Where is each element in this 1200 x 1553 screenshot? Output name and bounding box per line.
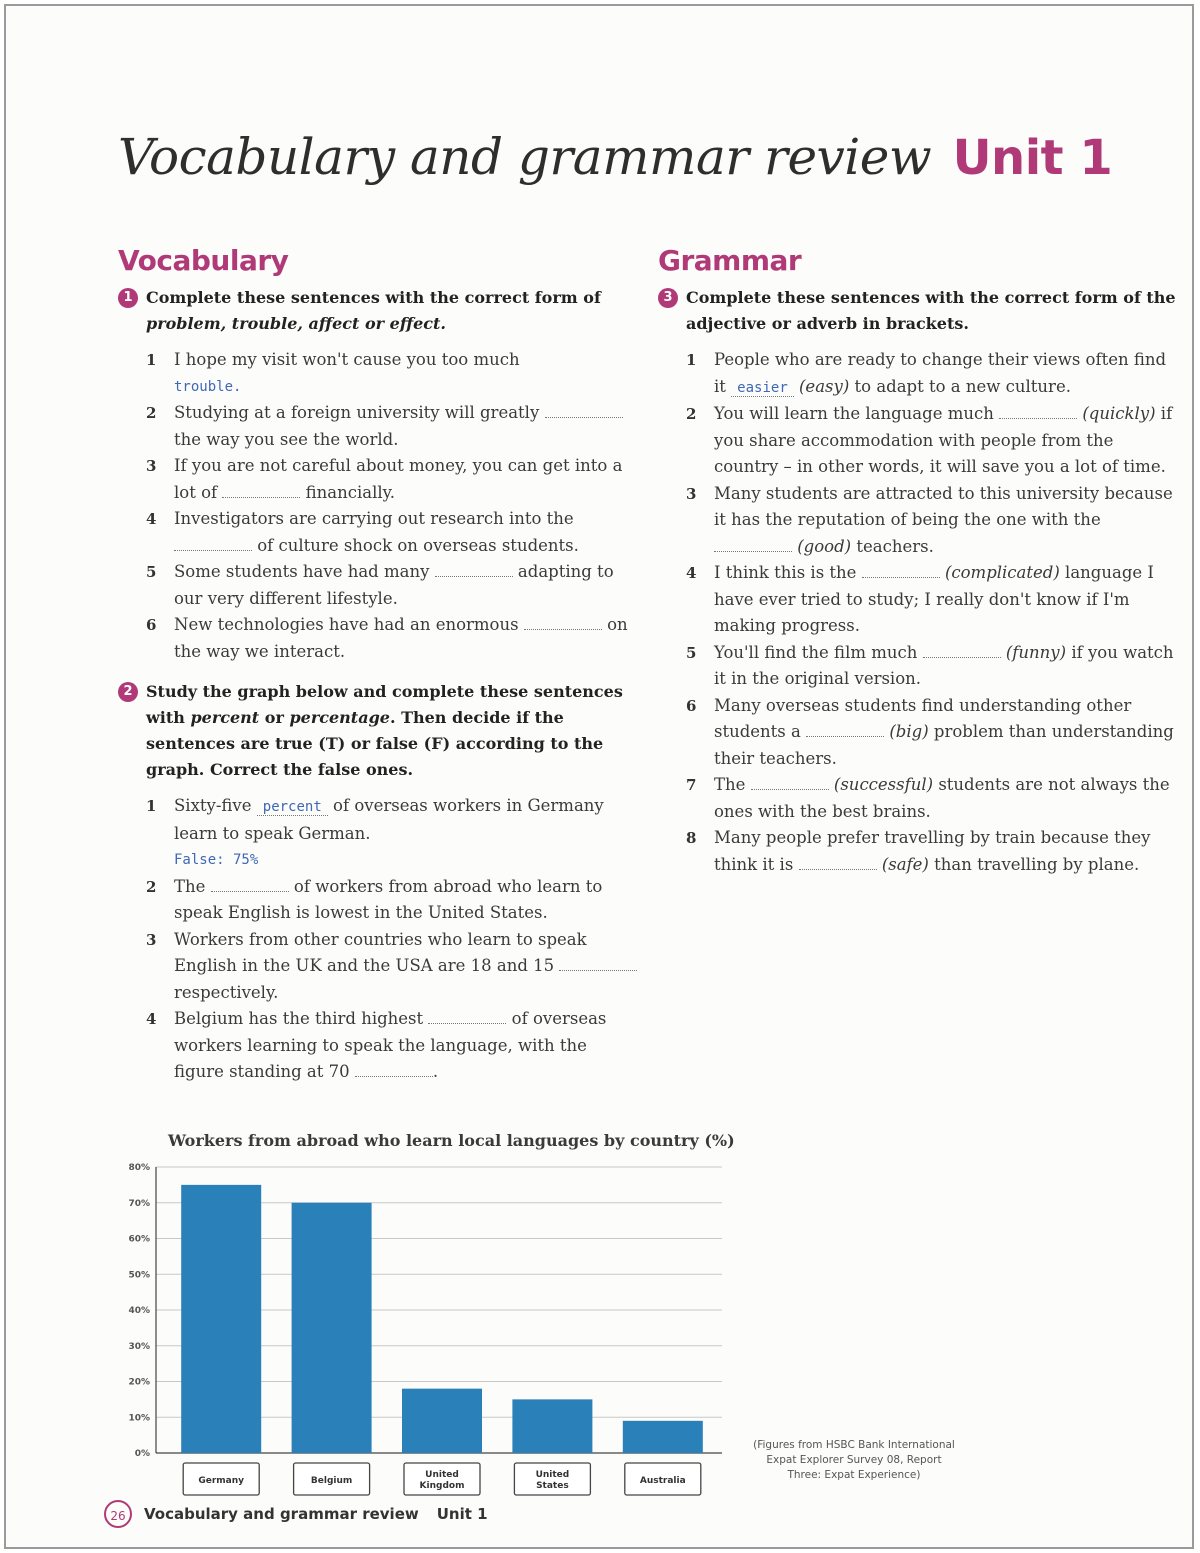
item-number: 4 — [686, 564, 697, 582]
item-text: If you are not careful about money, you can get into a lot of — [174, 456, 623, 502]
answer-blank[interactable] — [923, 643, 1001, 658]
list-item — [686, 560, 1178, 640]
answer-blank[interactable] — [751, 775, 829, 790]
exercise-3-number: 3 — [658, 288, 678, 308]
item-text: Many overseas students find understanding other students a — [714, 695, 1132, 741]
item-number: 1 — [686, 351, 697, 369]
bracket-word: (big) — [889, 722, 929, 741]
exercise-2-number: 2 — [118, 682, 138, 702]
item-text-after: teachers. — [856, 536, 934, 556]
bracket-word: (complicated) — [944, 563, 1060, 582]
answer-blank[interactable] — [799, 855, 877, 870]
answer-blank[interactable] — [714, 537, 792, 552]
y-tick-label: 60% — [128, 1234, 150, 1245]
y-tick-label: 70% — [128, 1198, 150, 1209]
item-number: 4 — [146, 510, 157, 528]
y-tick-label: 20% — [128, 1377, 150, 1388]
chart-bar — [512, 1399, 592, 1453]
bar-chart — [110, 1155, 730, 1503]
instruction-word: percent — [190, 708, 260, 727]
chart-bar — [623, 1421, 703, 1453]
item-text-after: financially. — [305, 482, 396, 502]
exercise-1-list — [118, 347, 638, 665]
item-text-after: language I have ever tried to study; I really don't know if I'm making progress. — [714, 563, 1154, 635]
y-tick-label: 0% — [134, 1449, 150, 1459]
answer-blank[interactable] — [211, 877, 289, 892]
item-number: 2 — [686, 405, 697, 423]
item-text: Many people prefer travelling by train because they think it is — [714, 828, 1151, 874]
source-line: Three: Expat Experience) — [787, 1469, 921, 1481]
answer-blank[interactable] — [524, 615, 602, 630]
source-line: (Figures from HSBC Bank International — [753, 1439, 955, 1451]
exercise-2-instruction — [118, 679, 638, 783]
answer-blank[interactable] — [806, 722, 884, 737]
x-tick-label: Germany — [198, 1476, 245, 1486]
list-item — [686, 772, 1178, 825]
list-item — [146, 400, 638, 453]
list-item — [146, 506, 638, 559]
instruction-text: Study the graph below and complete these sentences with — [146, 682, 623, 727]
item-text-after: the way you see the world. — [174, 429, 399, 449]
item-text: I hope my visit won't cause you too much — [174, 350, 520, 369]
title-main: Vocabulary and grammar review — [118, 128, 932, 186]
item-text-after: if you share accommodation with people from the country – in other words, it will save you a lot of time. — [714, 404, 1173, 476]
exercise-3-instruction — [658, 285, 1178, 337]
handwritten-answer[interactable]: easier — [731, 380, 794, 397]
x-tick-label: United — [425, 1470, 459, 1480]
item-number: 2 — [146, 877, 157, 896]
list-item — [686, 640, 1178, 693]
chart-bar — [292, 1203, 372, 1453]
handwritten-answer[interactable]: percent — [257, 799, 328, 816]
list-item — [146, 1006, 638, 1086]
source-note — [734, 1438, 974, 1483]
y-tick-label: 80% — [128, 1163, 150, 1173]
answer-blank[interactable] — [222, 483, 300, 498]
x-tick-label: States — [536, 1481, 569, 1491]
exercise-2-list — [118, 793, 638, 1086]
item-end: . — [432, 1062, 439, 1081]
item-text: Investigators are carrying out research into the — [174, 509, 574, 528]
x-tick-label: Belgium — [310, 1476, 353, 1486]
item-text-after: adapting to our very different lifestyle. — [174, 562, 614, 608]
list-item — [146, 927, 638, 1007]
item-number: 5 — [686, 643, 697, 662]
item-number: 3 — [146, 930, 157, 949]
vocabulary-column — [118, 244, 638, 1100]
page-footer — [104, 1500, 488, 1528]
item-text: You'll find the film much — [714, 642, 918, 662]
y-tick-label: 40% — [128, 1306, 150, 1316]
item-number: 1 — [146, 797, 157, 815]
item-text: I think this is the — [714, 563, 857, 582]
item-text-after: if you watch it in the original version. — [714, 642, 1174, 688]
list-item — [686, 481, 1178, 561]
exercise-1-instruction — [118, 285, 638, 337]
item-number: 6 — [146, 616, 157, 634]
item-number: 7 — [686, 776, 697, 794]
list-item — [686, 825, 1178, 878]
chart-bar — [402, 1389, 482, 1453]
item-number: 4 — [146, 1010, 157, 1028]
list-item — [146, 874, 638, 927]
item-number: 3 — [686, 484, 697, 503]
footer-unit: Unit 1 — [436, 1505, 488, 1523]
item-number: 1 — [146, 351, 157, 369]
bracket-word: (safe) — [881, 854, 929, 874]
list-item — [146, 793, 638, 874]
item-text: People who are ready to change their views often find it — [714, 350, 1167, 396]
list-item — [146, 347, 638, 400]
item-text: Studying at a foreign university will greatly — [174, 403, 540, 422]
bracket-word: (funny) — [1005, 642, 1067, 662]
list-item — [686, 401, 1178, 481]
item-text-after: students are not always the ones with the best brains. — [714, 775, 1170, 821]
grammar-heading: Grammar — [658, 244, 802, 277]
answer-blank[interactable] — [435, 562, 513, 577]
item-text-after: to adapt to a new culture. — [854, 376, 1071, 396]
exercise-3-list — [658, 347, 1178, 878]
answer-text: trouble — [174, 378, 234, 395]
item-number: 2 — [146, 404, 157, 422]
x-tick-label: Australia — [639, 1476, 686, 1486]
item-text: Many students are attracted to this university because it has the reputation of being the one with the — [714, 483, 1173, 529]
item-text: Sixty-five — [174, 796, 252, 815]
page-number: 26 — [104, 1500, 132, 1528]
answer-blank[interactable] — [428, 1009, 506, 1024]
x-tick-label: United — [535, 1470, 570, 1480]
page-title — [118, 128, 1112, 186]
handwritten-note: False: 75% — [174, 852, 259, 868]
item-text-after: of workers from abroad who learn to speak English is lowest in the United States. — [174, 876, 603, 922]
list-item — [146, 559, 638, 612]
item-number: 5 — [146, 563, 157, 581]
item-text-after: of overseas workers in Germany learn to speak German. — [174, 796, 604, 843]
y-tick-label: 30% — [128, 1341, 150, 1352]
answer-blank[interactable] — [559, 956, 637, 971]
item-text-after: than travelling by plane. — [934, 854, 1140, 874]
list-item — [686, 347, 1178, 401]
bracket-word: (quickly) — [1082, 404, 1156, 423]
y-tick-label: 50% — [128, 1270, 150, 1281]
chart-bar — [181, 1185, 261, 1453]
footer-label: Vocabulary and grammar review — [144, 1505, 419, 1523]
x-tick-label: Kingdom — [419, 1481, 465, 1491]
answer-blank[interactable] — [174, 536, 252, 551]
item-text: Some students have had many — [174, 562, 430, 581]
instruction-text: Complete these sentences with the correct form of the adjective or adverb in brackets. — [686, 288, 1176, 333]
title-unit: Unit 1 — [952, 130, 1113, 186]
item-number: 3 — [146, 457, 157, 475]
instruction-words: problem, trouble, affect or effect. — [146, 314, 446, 333]
item-text-after: problem than understanding their teachers. — [714, 722, 1174, 768]
bracket-word: (successful) — [833, 775, 934, 794]
bracket-word: (good) — [797, 536, 852, 556]
item-text-after: of overseas workers learning to speak the language, with the figure standing at 70 — [174, 1009, 607, 1081]
item-text: The — [714, 775, 746, 794]
y-tick-label: 10% — [128, 1413, 150, 1424]
item-text: The — [174, 876, 206, 896]
item-text: Workers from other countries who learn to speak English in the UK and the USA are 18 and 15 — [174, 929, 587, 975]
answer-blank[interactable] — [999, 404, 1077, 419]
item-text-after: of culture shock on overseas students. — [257, 535, 579, 555]
item-text: Belgium has the third highest — [174, 1009, 424, 1028]
list-item — [146, 453, 638, 506]
item-number: 6 — [686, 696, 697, 715]
item-number: 8 — [686, 829, 697, 847]
item-end: . — [233, 378, 242, 395]
bracket-word: (easy) — [799, 376, 850, 396]
item-text-after: respectively. — [174, 982, 279, 1002]
answer-blank[interactable] — [862, 563, 940, 578]
grammar-column — [658, 244, 1178, 892]
handwritten-answer[interactable] — [174, 374, 638, 401]
exercise-1-number: 1 — [118, 288, 138, 308]
source-line: Expat Explorer Survey 08, Report — [766, 1454, 942, 1466]
instruction-text: . Then decide if the sentences are true (T) or false (F) according to the graph. Correct the false ones. — [146, 708, 604, 779]
list-item — [686, 693, 1178, 773]
list-item — [146, 612, 638, 665]
instruction-text: or — [259, 708, 290, 727]
item-text: You will learn the language much — [714, 404, 994, 423]
instruction-text: Complete these sentences with the correct form of — [146, 288, 601, 307]
item-text-after: on the way we interact. — [174, 615, 628, 661]
item-text: New technologies have had an enormous — [174, 615, 519, 634]
chart-title: Workers from abroad who learn local languages by country (%) — [168, 1131, 735, 1150]
vocabulary-heading: Vocabulary — [118, 244, 289, 277]
instruction-word: percentage — [289, 708, 390, 727]
answer-blank[interactable] — [355, 1062, 433, 1077]
answer-blank[interactable] — [545, 403, 623, 418]
